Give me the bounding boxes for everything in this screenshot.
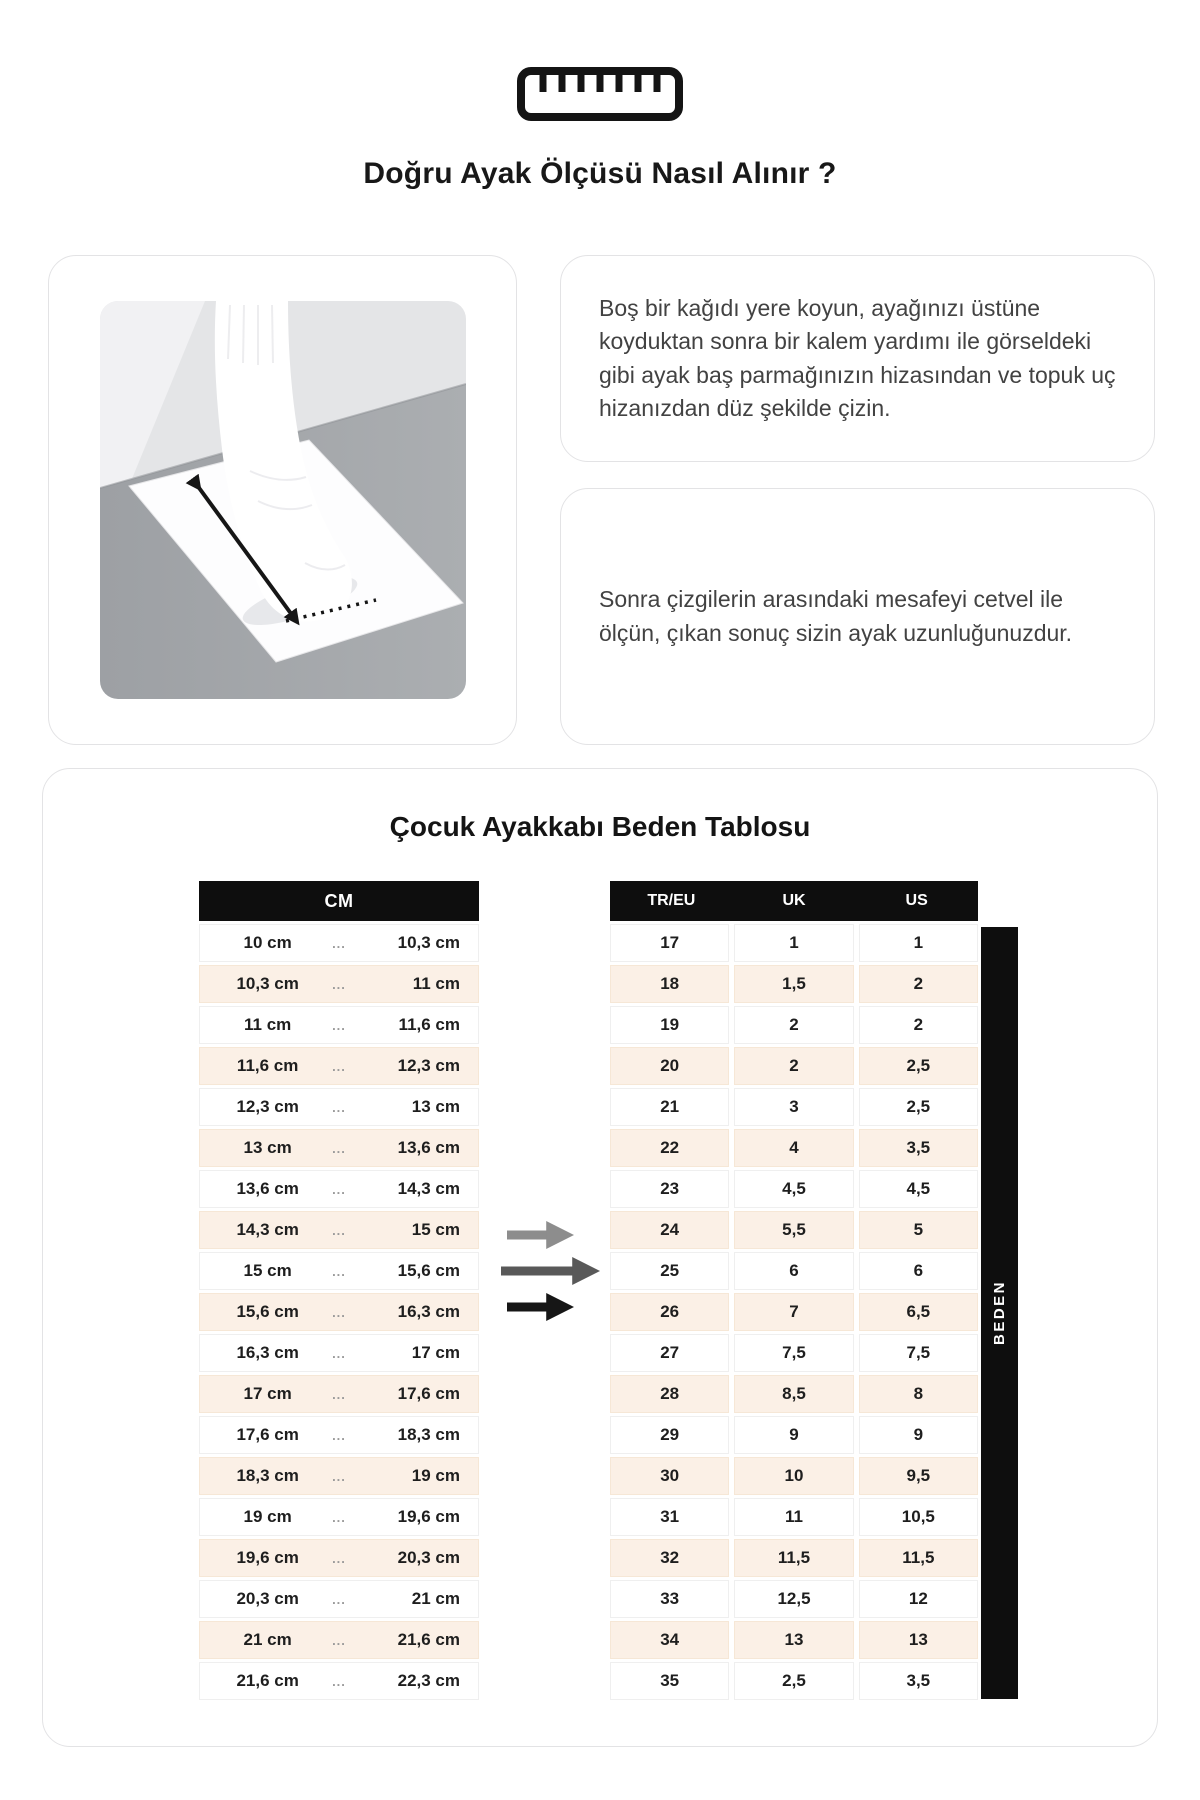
treu-size-value: 31	[610, 1498, 729, 1536]
range-separator: ...	[332, 1509, 346, 1525]
uk-size-value: 9	[734, 1416, 853, 1454]
cm-to-value: 10,3 cm	[397, 933, 460, 952]
us-size-value: 11,5	[859, 1539, 978, 1577]
uk-size-value: 6	[734, 1252, 853, 1290]
cm-table-row	[199, 1088, 479, 1126]
size-table-row	[610, 1375, 978, 1413]
ruler-icon	[516, 64, 684, 124]
cm-table-row	[199, 1457, 479, 1495]
cm-table-row	[199, 1498, 479, 1536]
us-size-value: 2,5	[859, 1047, 978, 1085]
uk-size-value: 7	[734, 1293, 853, 1331]
foot-photo	[100, 301, 466, 699]
treu-size-value: 26	[610, 1293, 729, 1331]
size-table-row	[610, 1662, 978, 1700]
cm-table-row	[199, 1293, 479, 1331]
treu-size-value: 35	[610, 1662, 729, 1700]
us-size-value: 12	[859, 1580, 978, 1618]
size-table-row	[610, 1006, 978, 1044]
treu-size-value: 17	[610, 924, 729, 962]
size-table-row	[610, 1170, 978, 1208]
range-separator: ...	[332, 1550, 346, 1566]
size-table-row	[610, 1047, 978, 1085]
size-table-row	[610, 1252, 978, 1290]
treu-size-value: 29	[610, 1416, 729, 1454]
cm-to-value: 20,3 cm	[397, 1548, 460, 1567]
cm-table-row	[199, 1252, 479, 1290]
hero-section	[0, 0, 1200, 191]
cm-from-value: 21 cm	[243, 1630, 292, 1649]
range-separator: ...	[332, 1140, 346, 1156]
size-table-rows	[610, 924, 978, 1700]
range-separator: ...	[332, 1427, 346, 1443]
range-separator: ...	[332, 1591, 346, 1607]
cm-table-row	[199, 1416, 479, 1454]
cm-table-row	[199, 1662, 479, 1700]
size-table-row	[610, 965, 978, 1003]
cm-from-value: 17,6 cm	[236, 1425, 299, 1444]
range-separator: ...	[332, 1222, 346, 1238]
size-table-row	[610, 1457, 978, 1495]
instruction-card-2	[560, 488, 1155, 745]
uk-size-value: 4	[734, 1129, 853, 1167]
cm-table-header: CM	[199, 881, 479, 921]
size-table-header-us: US	[905, 892, 928, 909]
us-size-value: 4,5	[859, 1170, 978, 1208]
cm-table-row	[199, 1580, 479, 1618]
cm-table-row	[199, 1334, 479, 1372]
size-table	[610, 881, 978, 1703]
treu-size-value: 33	[610, 1580, 729, 1618]
range-separator: ...	[332, 935, 346, 951]
cm-to-value: 21 cm	[411, 1589, 460, 1608]
cm-table-row	[199, 1375, 479, 1413]
cm-from-value: 13 cm	[243, 1138, 292, 1157]
cm-table-row	[199, 1170, 479, 1208]
us-size-value: 13	[859, 1621, 978, 1659]
size-table-header-treu: TR/EU	[647, 892, 696, 909]
cm-from-value: 15 cm	[243, 1261, 292, 1280]
cm-from-value: 19,6 cm	[236, 1548, 299, 1567]
uk-size-value: 12,5	[734, 1580, 853, 1618]
size-chart-card	[42, 768, 1158, 1747]
uk-size-value: 2	[734, 1006, 853, 1044]
cm-from-value: 10,3 cm	[236, 974, 299, 993]
cm-table-row	[199, 965, 479, 1003]
us-size-value: 2	[859, 1006, 978, 1044]
uk-size-value: 1,5	[734, 965, 853, 1003]
size-table-row	[610, 1088, 978, 1126]
cm-to-value: 22,3 cm	[397, 1671, 460, 1690]
range-separator: ...	[332, 1632, 346, 1648]
cm-to-value: 13,6 cm	[397, 1138, 460, 1157]
cm-from-value: 13,6 cm	[236, 1179, 299, 1198]
instruction-card-1	[560, 255, 1155, 462]
uk-size-value: 5,5	[734, 1211, 853, 1249]
size-table-header	[610, 881, 978, 921]
size-table-row	[610, 924, 978, 962]
cm-to-value: 19 cm	[411, 1466, 460, 1485]
range-separator: ...	[332, 1181, 346, 1197]
cm-table-row	[199, 1539, 479, 1577]
uk-size-value: 8,5	[734, 1375, 853, 1413]
size-table-row	[610, 1293, 978, 1331]
cm-table-row	[199, 1047, 479, 1085]
size-table-row	[610, 1416, 978, 1454]
cm-to-value: 15,6 cm	[397, 1261, 460, 1280]
page-title: Doğru Ayak Ölçüsü Nasıl Alınır ?	[363, 157, 837, 190]
range-separator: ...	[332, 1345, 346, 1361]
us-size-value: 6,5	[859, 1293, 978, 1331]
instruction-step-2: Sonra çizgilerin arasındaki mesafeyi cetvel ile ölçün, çıkan sonuç sizin ayak uzunluğunuzdur.	[599, 586, 1073, 646]
us-size-value: 5	[859, 1211, 978, 1249]
us-size-value: 9	[859, 1416, 978, 1454]
cm-from-value: 10 cm	[243, 933, 292, 952]
treu-size-value: 34	[610, 1621, 729, 1659]
us-size-value: 3,5	[859, 1662, 978, 1700]
size-table-row	[610, 1621, 978, 1659]
beden-label-text: BEDEN	[991, 1280, 1008, 1346]
cm-from-value: 19 cm	[243, 1507, 292, 1526]
uk-size-value: 1	[734, 924, 853, 962]
size-table-row	[610, 1539, 978, 1577]
us-size-value: 2	[859, 965, 978, 1003]
uk-size-value: 10	[734, 1457, 853, 1495]
cm-table-rows	[199, 924, 479, 1700]
cm-to-value: 11 cm	[412, 974, 460, 993]
uk-size-value: 13	[734, 1621, 853, 1659]
size-table-row	[610, 1580, 978, 1618]
uk-size-value: 11	[734, 1498, 853, 1536]
size-table-row	[610, 1498, 978, 1536]
range-separator: ...	[332, 1673, 346, 1689]
cm-from-value: 11 cm	[244, 1015, 292, 1034]
cm-from-value: 20,3 cm	[236, 1589, 299, 1608]
range-separator: ...	[332, 976, 346, 992]
treu-size-value: 30	[610, 1457, 729, 1495]
us-size-value: 1	[859, 924, 978, 962]
us-size-value: 9,5	[859, 1457, 978, 1495]
cm-from-value: 15,6 cm	[236, 1302, 299, 1321]
range-separator: ...	[332, 1017, 346, 1033]
cm-to-value: 15 cm	[411, 1220, 460, 1239]
treu-size-value: 20	[610, 1047, 729, 1085]
treu-size-value: 32	[610, 1539, 729, 1577]
treu-size-value: 25	[610, 1252, 729, 1290]
treu-size-value: 18	[610, 965, 729, 1003]
size-table-header-uk: UK	[782, 892, 806, 909]
size-table-row	[610, 1334, 978, 1372]
size-table-row	[610, 1129, 978, 1167]
cm-to-value: 18,3 cm	[397, 1425, 460, 1444]
treu-size-value: 21	[610, 1088, 729, 1126]
us-size-value: 6	[859, 1252, 978, 1290]
us-size-value: 8	[859, 1375, 978, 1413]
uk-size-value: 2,5	[734, 1662, 853, 1700]
beden-side-label	[981, 927, 1018, 1699]
treu-size-value: 19	[610, 1006, 729, 1044]
uk-size-value: 11,5	[734, 1539, 853, 1577]
range-separator: ...	[332, 1386, 346, 1402]
cm-from-value: 14,3 cm	[236, 1220, 299, 1239]
size-chart-title: Çocuk Ayakkabı Beden Tablosu	[389, 811, 811, 842]
foot-measurement-photo-card	[48, 255, 517, 745]
range-separator: ...	[332, 1058, 346, 1074]
cm-table	[199, 881, 479, 1703]
treu-size-value: 22	[610, 1129, 729, 1167]
size-table-row	[610, 1211, 978, 1249]
cm-to-value: 16,3 cm	[397, 1302, 460, 1321]
treu-size-value: 23	[610, 1170, 729, 1208]
range-separator: ...	[332, 1263, 346, 1279]
cm-to-value: 19,6 cm	[397, 1507, 460, 1526]
instruction-step-1: Boş bir kağıdı yere koyun, ayağınızı üstüne koyduktan sonra bir kalem yardımı ile görseldeki gibi ayak baş parmağınızın hizasından ve topuk uç hizanızdan düz şekilde çizin.	[599, 294, 1116, 421]
treu-size-value: 28	[610, 1375, 729, 1413]
cm-table-row	[199, 924, 479, 962]
us-size-value: 10,5	[859, 1498, 978, 1536]
foot-on-paper-illustration	[100, 301, 466, 699]
treu-size-value: 27	[610, 1334, 729, 1372]
cm-to-value: 12,3 cm	[397, 1056, 460, 1075]
range-separator: ...	[332, 1099, 346, 1115]
treu-size-value: 24	[610, 1211, 729, 1249]
us-size-value: 2,5	[859, 1088, 978, 1126]
cm-from-value: 21,6 cm	[236, 1671, 299, 1690]
cm-table-row	[199, 1129, 479, 1167]
uk-size-value: 7,5	[734, 1334, 853, 1372]
cm-table-row	[199, 1621, 479, 1659]
cm-table-row	[199, 1006, 479, 1044]
cm-from-value: 17 cm	[243, 1384, 292, 1403]
cm-to-value: 11,6 cm	[398, 1015, 460, 1034]
uk-size-value: 4,5	[734, 1170, 853, 1208]
mapping-arrows-icon	[501, 1221, 601, 1321]
cm-to-value: 13 cm	[411, 1097, 460, 1116]
cm-to-value: 17 cm	[411, 1343, 460, 1362]
us-size-value: 7,5	[859, 1334, 978, 1372]
cm-from-value: 16,3 cm	[236, 1343, 299, 1362]
cm-to-value: 17,6 cm	[397, 1384, 460, 1403]
cm-from-value: 11,6 cm	[236, 1056, 299, 1075]
uk-size-value: 2	[734, 1047, 853, 1085]
uk-size-value: 3	[734, 1088, 853, 1126]
range-separator: ...	[332, 1304, 346, 1320]
cm-from-value: 12,3 cm	[236, 1097, 299, 1116]
cm-from-value: 18,3 cm	[236, 1466, 299, 1485]
cm-table-row	[199, 1211, 479, 1249]
cm-to-value: 14,3 cm	[397, 1179, 460, 1198]
us-size-value: 3,5	[859, 1129, 978, 1167]
range-separator: ...	[332, 1468, 346, 1484]
cm-to-value: 21,6 cm	[397, 1630, 460, 1649]
